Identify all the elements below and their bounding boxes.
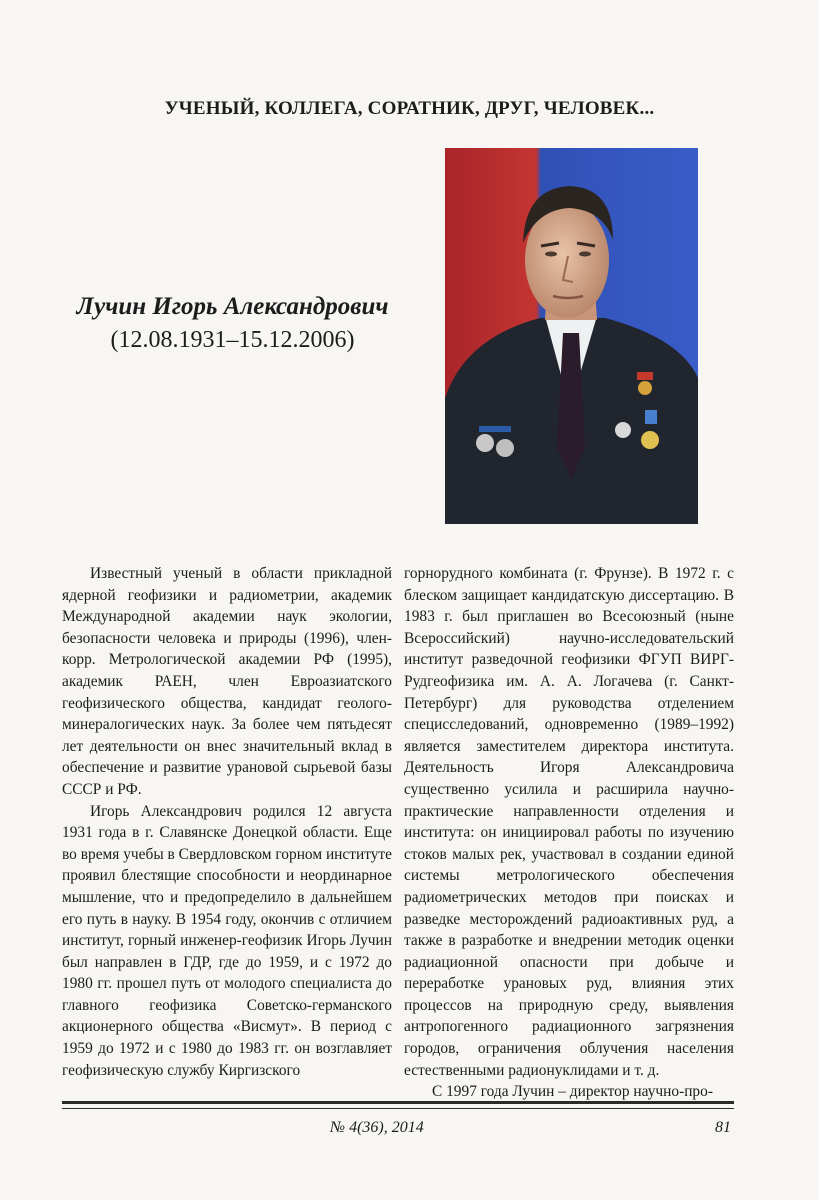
person-name-block xyxy=(40,290,425,356)
article-column-left xyxy=(62,563,392,1081)
paragraph: Известный ученый в области прикладной ядерной геофизики и радиометрии, академик Международной академии наук экологии, безопасности человека и природы (1996), член-корр. Метрологической академии РФ (1995), академик РАЕН, член Евроазиатского геофизического общества, кандидат геолого-минералогических наук. За более чем пятьдесят лет деятельности он внес значительный вклад в обеспечение и развитие урановой сырьевой базы СССР и РФ. xyxy=(62,565,392,798)
paragraph: Игорь Александрович родился 12 августа 1931 года в г. Славянске Донецкой области. Еще во время учебы в Свердловском горном институте проявил блестящие способности и неординарное мышление, что и предопределило в дальнейшем его путь в науку. В 1954 году, окончив с отличием институт, горный инженер-геофизик Игорь Лучин был направлен в ГДР, где до 1959, и с 1972 до 1980 гг. прошел путь от молодого специалиста до главного геофизика Советско-германского акционерного общества «Висмут». В период с 1959 до 1972 и с 1980 до 1983 гг. он возглавляет геофизическую службу Киргизского xyxy=(62,802,392,1079)
portrait-illustration xyxy=(445,148,698,524)
paragraph: С 1997 года Лучин – директор научно-про- xyxy=(432,1083,713,1101)
article-heading: УЧЕНЫЙ, КОЛЛЕГА, СОРАТНИК, ДРУГ, ЧЕЛОВЕК... xyxy=(164,98,655,119)
page-number: 81 xyxy=(715,1119,731,1136)
footer-divider-thin xyxy=(62,1108,734,1109)
person-life-dates: (12.08.1931–15.12.2006) xyxy=(110,327,355,353)
person-name: Лучин Игорь Александрович xyxy=(76,293,389,320)
paragraph: горнорудного комбината (г. Фрунзе). В 1972 г. с блеском защищает кандидатскую диссертацию. В 1983 г. был приглашен во Всесоюзный (ныне Всероссийский) научно-исследовательский институт разведочной геофизики ФГУП ВИРГ-Рудгеофизика им. А. А. Логачева (г. Санкт-Петербург) для руководства отделением специсследований, одновременно (1989–1992) является заместителем директора института. Деятельность Игоря Александровича существенно усилила и расширила научно-практические направленности отделения и института: он инициировал работы по изучению стоков малых рек, участвовал в создании единой системы метрологического обеспечения радиометрических методов при поисках и разведке месторождений радиоактивных руд, а также в разработке и внедрении методик оценки радиационной опасности при добыче и переработке урановых руд, влияния этих процессов на природную среду, выявления антропогенного радиационного загрязнения городов, ограничения облучения населения естественными радионуклидами и т. д. xyxy=(404,565,734,1079)
article-column-right xyxy=(404,563,734,1103)
issue-number: № 4(36), 2014 xyxy=(330,1119,424,1136)
portrait-photo xyxy=(445,148,698,524)
footer-divider-thick xyxy=(62,1101,734,1104)
